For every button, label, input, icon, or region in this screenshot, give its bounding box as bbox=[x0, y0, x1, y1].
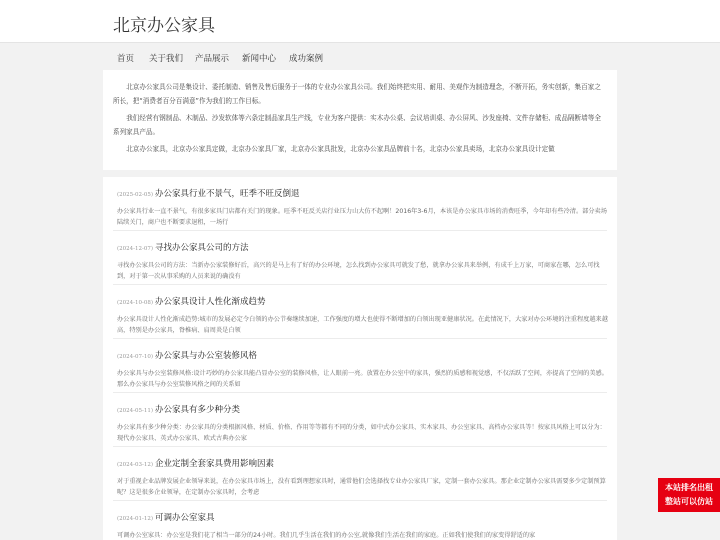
article-date: (2024-10-08) bbox=[117, 300, 154, 306]
article-title-link[interactable]: 办公家具有多少种分类 bbox=[155, 405, 241, 415]
intro-paragraph: 北京办公家具公司是集设计、委托制造、销售及售后服务于一体的专业办公家具公司。我们始终把实用、耐用、美观作为制造理念，不断开拓，务实创新，集百家之所长，把“消费者百分百满意”作为我们的工作目标。 bbox=[113, 83, 601, 105]
article-date: (2024-07-10) bbox=[117, 354, 154, 360]
article-list bbox=[103, 177, 617, 540]
list-item bbox=[113, 339, 607, 393]
article-excerpt: 对于重视企业品牌发展企业领导来说，在办公家具市场上，没有看到理想家具时，通常他们会选择找专业办公家具厂家，定制一套办公家具。那企业定制办公家具需要多少定制预算呢？这是很多企业领导，在定制办公家具时，会考虑 bbox=[117, 478, 606, 496]
article-title-link[interactable]: 寻找办公家具公司的方法 bbox=[155, 243, 249, 253]
article-excerpt: 办公家具与办公室装修风格:设计巧妙的办公家具能凸显办公室的装修风格，让人眼前一亮。放置在办公室中的家具，强烈的质感和视觉感，不仅活跃了空间，亦提高了空间的美感。那么办公家具与办公室装修风格之间的关系如 bbox=[117, 370, 608, 388]
article-title-link[interactable]: 办公家具行业不景气，旺季不旺反倒退 bbox=[155, 189, 300, 199]
article-date: (2024-12-07) bbox=[117, 246, 154, 252]
article-excerpt: 办公家具设计人性化渐成趋势:城市的发展必定令白领的办公节奏继续加速，工作强度的增大也使得不断增加的白领出现亚健康状况。在此情况下，大家对办公环境的注重程度越来越高，特别是办公家具，脊椎病、肩周炎是白领 bbox=[117, 316, 608, 334]
nav-item-news[interactable]: 新闻中心 bbox=[242, 54, 277, 64]
site-header bbox=[0, 0, 720, 43]
badge-line-1: 本站排名出租 bbox=[665, 483, 713, 492]
article-date: (2025-02-05) bbox=[117, 192, 154, 198]
article-title-link[interactable]: 办公家具与办公室装修风格 bbox=[155, 351, 258, 361]
article-title-link[interactable]: 可调办公室家具 bbox=[155, 513, 215, 523]
article-date: (2024-05-11) bbox=[117, 408, 154, 414]
list-item bbox=[113, 393, 607, 447]
site-rental-ad-badge[interactable] bbox=[658, 478, 720, 512]
main-nav bbox=[0, 44, 720, 70]
article-excerpt: 可调办公室家具：办公室是我们花了相当一部分的24小时。我们几乎生活在我们的办公室,就像我们生活在我们的家庭。正如我们使我们的家变得舒适的家 bbox=[117, 532, 536, 539]
article-title-link[interactable]: 企业定制全套家具费用影响因素 bbox=[155, 459, 275, 469]
article-date: (2024-03-12) bbox=[117, 462, 154, 468]
nav-item-home[interactable]: 首页 bbox=[117, 54, 135, 64]
company-intro bbox=[103, 70, 617, 170]
list-item bbox=[113, 447, 607, 501]
nav-item-about[interactable]: 关于我们 bbox=[149, 54, 184, 64]
list-item bbox=[113, 177, 607, 231]
article-excerpt: 办公家具有多少种分类：办公家具的分类根据风格、材质、价格、作用等等都有不同的分类，如中式办公家具、实木家具、办公室家具、高档办公家具等！按家具风格上可以分为：现代办公家具、英式办公家具、欧式古典办公家 bbox=[117, 424, 606, 442]
list-item bbox=[113, 285, 607, 339]
intro-paragraph: 我们经营有钢制品、木制品、沙发软体等六条定制品家具生产线，专业为客户提供：实木办公桌、会议培训桌、办公屏风、沙发座椅、文件存储柜、成品隔断墙等全系列家具产品。 bbox=[113, 114, 601, 136]
article-excerpt: 寻找办公家具公司的方法：当新办公家装修好后，高兴的是马上有了好的办公环境，怎么找到办公家具可就发了愁，就拿办公家具来举例，有成千上万家，可商家在哪，怎么可找到，对于第一次从事采购的人员来说的确没有 bbox=[117, 262, 600, 280]
site-title[interactable]: 北京办公家具 bbox=[113, 16, 215, 36]
list-item bbox=[113, 501, 607, 540]
badge-line-2: 整站可以仿站 bbox=[665, 497, 713, 506]
article-excerpt: 办公家具行业一直不景气，有很多家具门店都有关门的现象。旺季不旺反关店行业压力山大仿不起啊！2016年3-6月，本该是办公家具市场的消费旺季，今年却有些冷清。部分卖场陆续关门，商户也不断要求退租，一场行 bbox=[117, 208, 607, 226]
nav-item-cases[interactable]: 成功案例 bbox=[289, 54, 324, 64]
article-title-link[interactable]: 办公家具设计人性化渐成趋势 bbox=[155, 297, 266, 307]
intro-keywords: 北京办公家具，北京办公家具定做，北京办公家具厂家，北京办公家具批发，北京办公家具品牌前十名，北京办公家具卖场，北京办公家具设计定做 bbox=[126, 145, 555, 153]
list-item bbox=[113, 231, 607, 285]
nav-item-products[interactable]: 产品展示 bbox=[195, 54, 230, 64]
article-date: (2024-01-12) bbox=[117, 516, 154, 522]
